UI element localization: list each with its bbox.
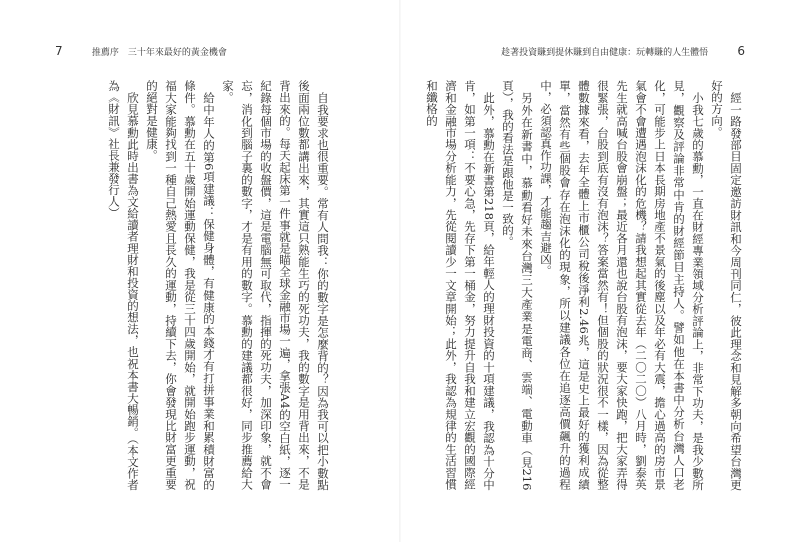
running-head: 趁著投資賺到提休賺到自由健康：玩轉賺的人生體悟 xyxy=(501,48,709,58)
paragraph: 經一路發部目固定邀訪財訊和今周刊同仁，彼此理念和見解多朝向希望台灣更好的方向。 xyxy=(710,80,743,490)
page-number: 6 xyxy=(737,44,745,58)
left-page-header xyxy=(55,45,227,59)
paragraph: 自我要求也很重要。常有人問我：你的數字是怎麼背的？因為我可以把小數點後面兩位數都講出來，其實這只熟能生巧的死功夫，我的數字是用背出來，不是背出來的。每天起床第一件事就是瞄全球金融市場一遍，拿張A4的空白紙，逐一紀錄每個市場的收盤價，這是電腦無可取代，指揮的死功夫，加深印象，就不會忘，消化到腦子裏的數字，才是有用的數字。慕勳的建議都很好，同步推薦給大家。 xyxy=(221,80,330,490)
running-head: 推薦序 三十年來最好的黃金機會 xyxy=(91,48,227,58)
right-page-body xyxy=(425,80,745,490)
paragraph: 給中年人的第6項建議：保健身體，有健康的本錢才有打拼事業和累積財富的條件。慕勳在五十歲開始運動保健，我是從三十四歲開始，就開始跑步運動，祝福大家能夠找到一種自己熱愛且長久的運動，持續下去，你會發現比財富更重要的絕對是健康。 xyxy=(145,80,216,490)
right-page xyxy=(400,0,800,542)
paragraph: 另外在新書中，慕勳看好未來台灣三大產業是電商、雲端、電動車（見216頁），我的看法是跟他是一致的。 xyxy=(501,80,534,490)
paragraph: 小我七歲的慕勳，一直在財經專業領域分析評論上，非常下功夫，是我少數所見，觀察及評論非常中肯的財經節目主持人。譬如他在本書中分析台灣人口老化，可能步上日本長期房地產不景氣的後塵以及年必有大震，擔心過高的房市景氣會不會遭遇泡沫化的危機？請我想起其實從去年（二〇二〇）八月時，劉泰英先生就高喊台股會崩盤；最近各月還也說台股有泡沫，要大家快跑，把大家弄得很緊張，台股到底有沒有泡沫？答案當然有！但個股的狀況很不一樣，因為從整體數據來看，去年全體上市櫃公司稅後淨利2.46兆，這是史上最好的獲利成績單，當然有些個股會存在泡沫化的現象，所以建議各位在追逐高價飆升的過程中，必須認真作功課，才能趨吉避凶。 xyxy=(539,80,705,490)
left-page-body xyxy=(65,80,332,490)
right-page-header xyxy=(501,45,745,59)
paragraph: 欣見慕勳此時出書為文給讀者理財和投資的想法，也祝本書大暢銷。（本文作者為《財訊》社長兼發行人） xyxy=(107,80,140,490)
page-number: 7 xyxy=(55,44,63,58)
paragraph: 此外，慕勳在新書第218頁，給年輕人的理財投資的十項建議，我認為十分中肯，如第一項：不要心急，先存下第一桶金，努力提升自我和建立宏觀的國際經濟和金融市場分析能力，先從閱讀少一文章開始；此外，我認為規律的生活習慣和纖格的 xyxy=(425,80,496,490)
